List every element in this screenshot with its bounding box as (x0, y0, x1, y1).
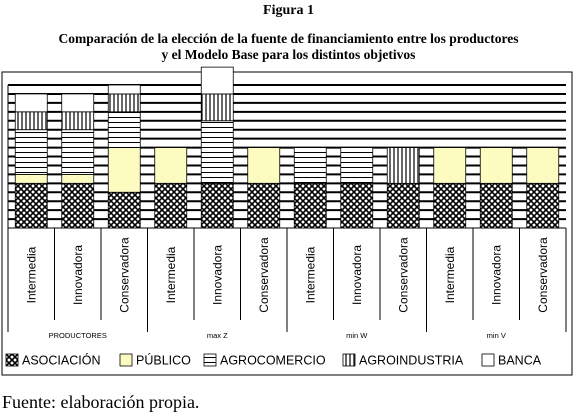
bar-segment (15, 174, 47, 183)
bar-segment (62, 94, 94, 112)
bar-segment (108, 85, 140, 94)
x-tick-label: Innovadora (210, 244, 225, 306)
bar-segment (480, 183, 512, 228)
legend-swatch (204, 354, 216, 366)
legend-swatch (482, 354, 494, 366)
bar-segment (108, 112, 140, 148)
bar-segment (527, 183, 559, 228)
legend-label: ASOCIACIÓN (22, 353, 101, 368)
legend-label: AGROINDUSTRIA (359, 353, 464, 368)
x-tick-label: Intermedia (303, 246, 318, 304)
bar-segment (62, 174, 94, 183)
x-tick-label: Innovadora (349, 244, 364, 306)
bar-segment (15, 130, 47, 175)
bar-segment (62, 112, 94, 130)
bar-segment (294, 148, 326, 184)
legend-label: AGROCOMERCIO (220, 353, 326, 368)
bar-segment (434, 148, 466, 184)
bar-segment (527, 148, 559, 184)
x-tick-label: Conservadora (535, 237, 550, 313)
x-tick-label: Innovadora (70, 244, 85, 306)
bar-segment (341, 183, 373, 228)
bar-segment (434, 183, 466, 228)
bar-segment (15, 112, 47, 130)
bar-segment (387, 183, 419, 228)
bar-segment (155, 148, 187, 184)
group-label: max Z (206, 331, 228, 340)
figure-label: Figura 1 (263, 3, 314, 18)
legend-swatch (343, 354, 355, 366)
x-tick-label: Conservadora (117, 237, 132, 313)
group-label: PRODUCTORES (48, 331, 107, 340)
x-tick-label: Conservadora (396, 237, 411, 313)
bar-segment (15, 94, 47, 112)
bar-segment (15, 183, 47, 228)
bar-segment (108, 148, 140, 193)
bar-segment (62, 183, 94, 228)
x-tick-label: Innovadora (489, 244, 504, 306)
bar-segment (248, 148, 280, 184)
chart-title-line-2: y el Modelo Base para los distintos objetivos (161, 47, 416, 62)
bar-segment (480, 148, 512, 184)
bar-segment (201, 121, 233, 184)
bar-segment (341, 148, 373, 184)
legend-label: PÚBLICO (136, 353, 191, 368)
bar-segment (108, 192, 140, 228)
x-tick-label: Conservadora (256, 237, 271, 313)
x-tick-label: Intermedia (163, 246, 178, 304)
x-tick-label: Intermedia (24, 246, 39, 304)
bar-segment (201, 67, 233, 94)
bar-segment (108, 94, 140, 112)
bar-segment (294, 183, 326, 228)
group-label: min V (486, 331, 506, 340)
chart-title-line-1: Comparación de la elección de la fuente de financiamiento entre los productores (58, 31, 519, 46)
bar-segment (201, 94, 233, 121)
bar-segment (62, 130, 94, 175)
legend-label: BANCA (498, 353, 542, 368)
bar-segment (155, 183, 187, 228)
legend-swatch (120, 354, 132, 366)
legend-swatch (6, 354, 18, 366)
source-note: Fuente: elaboración propia. (2, 392, 200, 412)
bar-segment (201, 183, 233, 228)
group-label: min W (346, 331, 368, 340)
bar-segment (387, 148, 419, 184)
x-tick-label: Intermedia (442, 246, 457, 304)
bar-segment (248, 183, 280, 228)
